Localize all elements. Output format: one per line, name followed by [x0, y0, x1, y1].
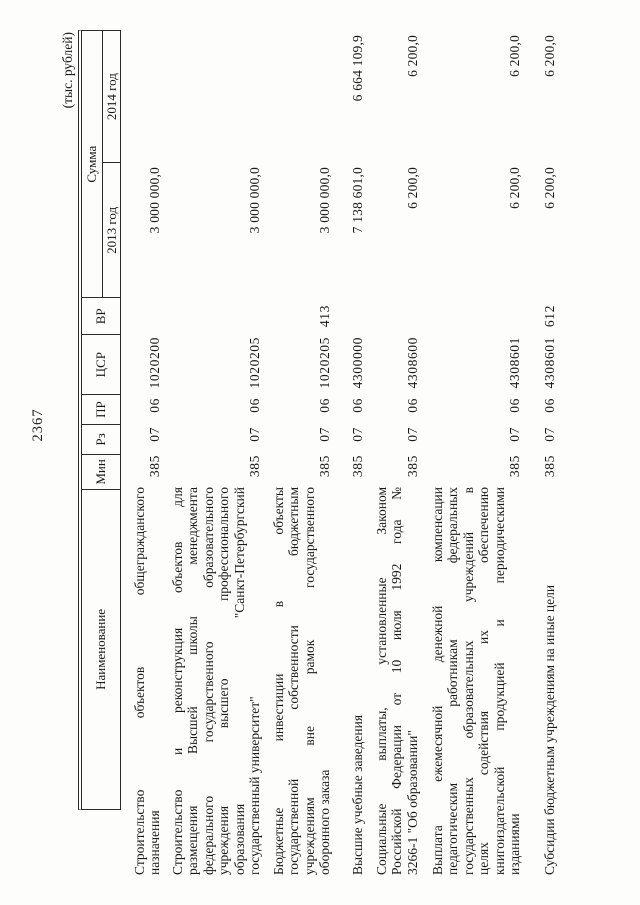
cell-min: 385: [350, 455, 365, 478]
table-row: [542, 35, 557, 875]
cell-pr: 06: [404, 398, 420, 413]
cell-csr: 4300000: [350, 337, 365, 389]
row-name: Высшие учебные заведения: [350, 714, 365, 875]
cell-rz: 07: [247, 427, 263, 442]
table-row: [350, 35, 365, 875]
row-name: Строительство объектов общегражданского назначения: [132, 487, 163, 875]
cell-sum-2014: 6 200,0: [507, 35, 523, 77]
page-number: 2367: [30, 408, 46, 442]
cell-sum-2014: 6 664 109,9: [350, 35, 365, 102]
cell-csr: 4308601: [542, 337, 557, 389]
table-row: [374, 35, 420, 875]
cell-min: 385: [247, 455, 263, 478]
cell-csr: 4308600: [404, 337, 420, 389]
cell-csr: 1020200: [147, 337, 163, 389]
cell-rz: 07: [147, 427, 163, 442]
cell-min: 385: [507, 455, 523, 478]
cell-rz: 07: [542, 427, 557, 442]
cell-sum-2014: 6 200,0: [542, 35, 557, 77]
table-row: [132, 35, 163, 875]
row-name: Бюджетные инвестиции в объекты государственной собственности бюджетным учреждениям вне рамок государственного оборонного заказа: [271, 487, 333, 875]
units-note: (тыс. рублей): [60, 32, 75, 109]
cell-csr: 1020205: [317, 337, 333, 389]
table-row: [430, 35, 522, 875]
column-header-sum: Сумма: [82, 31, 103, 297]
cell-pr: 06: [507, 398, 523, 413]
cell-sum-2013: 3 000 000,0: [317, 167, 333, 234]
table-row: [271, 35, 333, 875]
cell-pr: 06: [350, 398, 365, 413]
column-header-rz: Рз: [82, 425, 120, 455]
cell-rz: 07: [317, 427, 333, 442]
cell-pr: 06: [247, 398, 263, 413]
cell-sum-2013: 6 200,0: [507, 167, 523, 209]
row-name: Строительство и реконструкция объектов для размещения Высшей школы менеджмента федерального государственного образовательного учреждения высшего профессионального образования "Санкт-Петербургский государственный университет": [170, 487, 263, 875]
cell-min: 385: [404, 455, 420, 478]
cell-pr: 06: [147, 398, 163, 413]
cell-sum-2013: 7 138 601,0: [350, 167, 365, 234]
cell-csr: 4308601: [507, 337, 523, 389]
cell-rz: 07: [404, 427, 420, 442]
cell-pr: 06: [317, 398, 333, 413]
cell-sum-2013: 3 000 000,0: [147, 167, 163, 234]
cell-sum-2014: 6 200,0: [404, 35, 420, 77]
cell-sum-2013: 3 000 000,0: [247, 167, 263, 234]
column-header-csr: ЦСР: [82, 335, 120, 395]
cell-pr: 06: [542, 398, 557, 413]
row-name: Социальные выплаты, установленные Законом Российской Федерации от 10 июля 1992 года № 3266-1 "Об образовании": [374, 487, 420, 875]
cell-vr: 413: [317, 305, 333, 328]
cell-sum-2013: 6 200,0: [542, 167, 557, 209]
table-row: [170, 35, 262, 875]
cell-min: 385: [542, 455, 557, 478]
table-header: [78, 30, 121, 810]
row-name: Субсидии бюджетным учреждениям на иные цели: [542, 584, 557, 875]
cell-rz: 07: [507, 427, 523, 442]
column-header-2014: 2014 год: [103, 73, 119, 121]
cell-csr: 1020205: [247, 337, 263, 389]
row-name: Выплата ежемесячной денежной компенсации педагогическим работникам федеральных государственных образовательных учреждений в целях содействия их обеспечению книгоиздательской продукцией и периодическими изданиями: [430, 487, 523, 875]
cell-min: 385: [317, 455, 333, 478]
column-header-pr: ПР: [82, 395, 120, 425]
cell-sum-2013: 6 200,0: [404, 167, 420, 209]
cell-rz: 07: [350, 427, 365, 442]
cell-vr: 612: [542, 305, 557, 328]
column-header-min: Мин: [82, 455, 120, 490]
column-header-2013: 2013 год: [103, 162, 120, 297]
column-header-name: Наименование: [93, 608, 108, 690]
cell-min: 385: [147, 455, 163, 478]
column-header-sum-group: [82, 31, 120, 298]
sum-subheaders: [103, 31, 120, 297]
column-header-vr: ВР: [82, 298, 120, 335]
